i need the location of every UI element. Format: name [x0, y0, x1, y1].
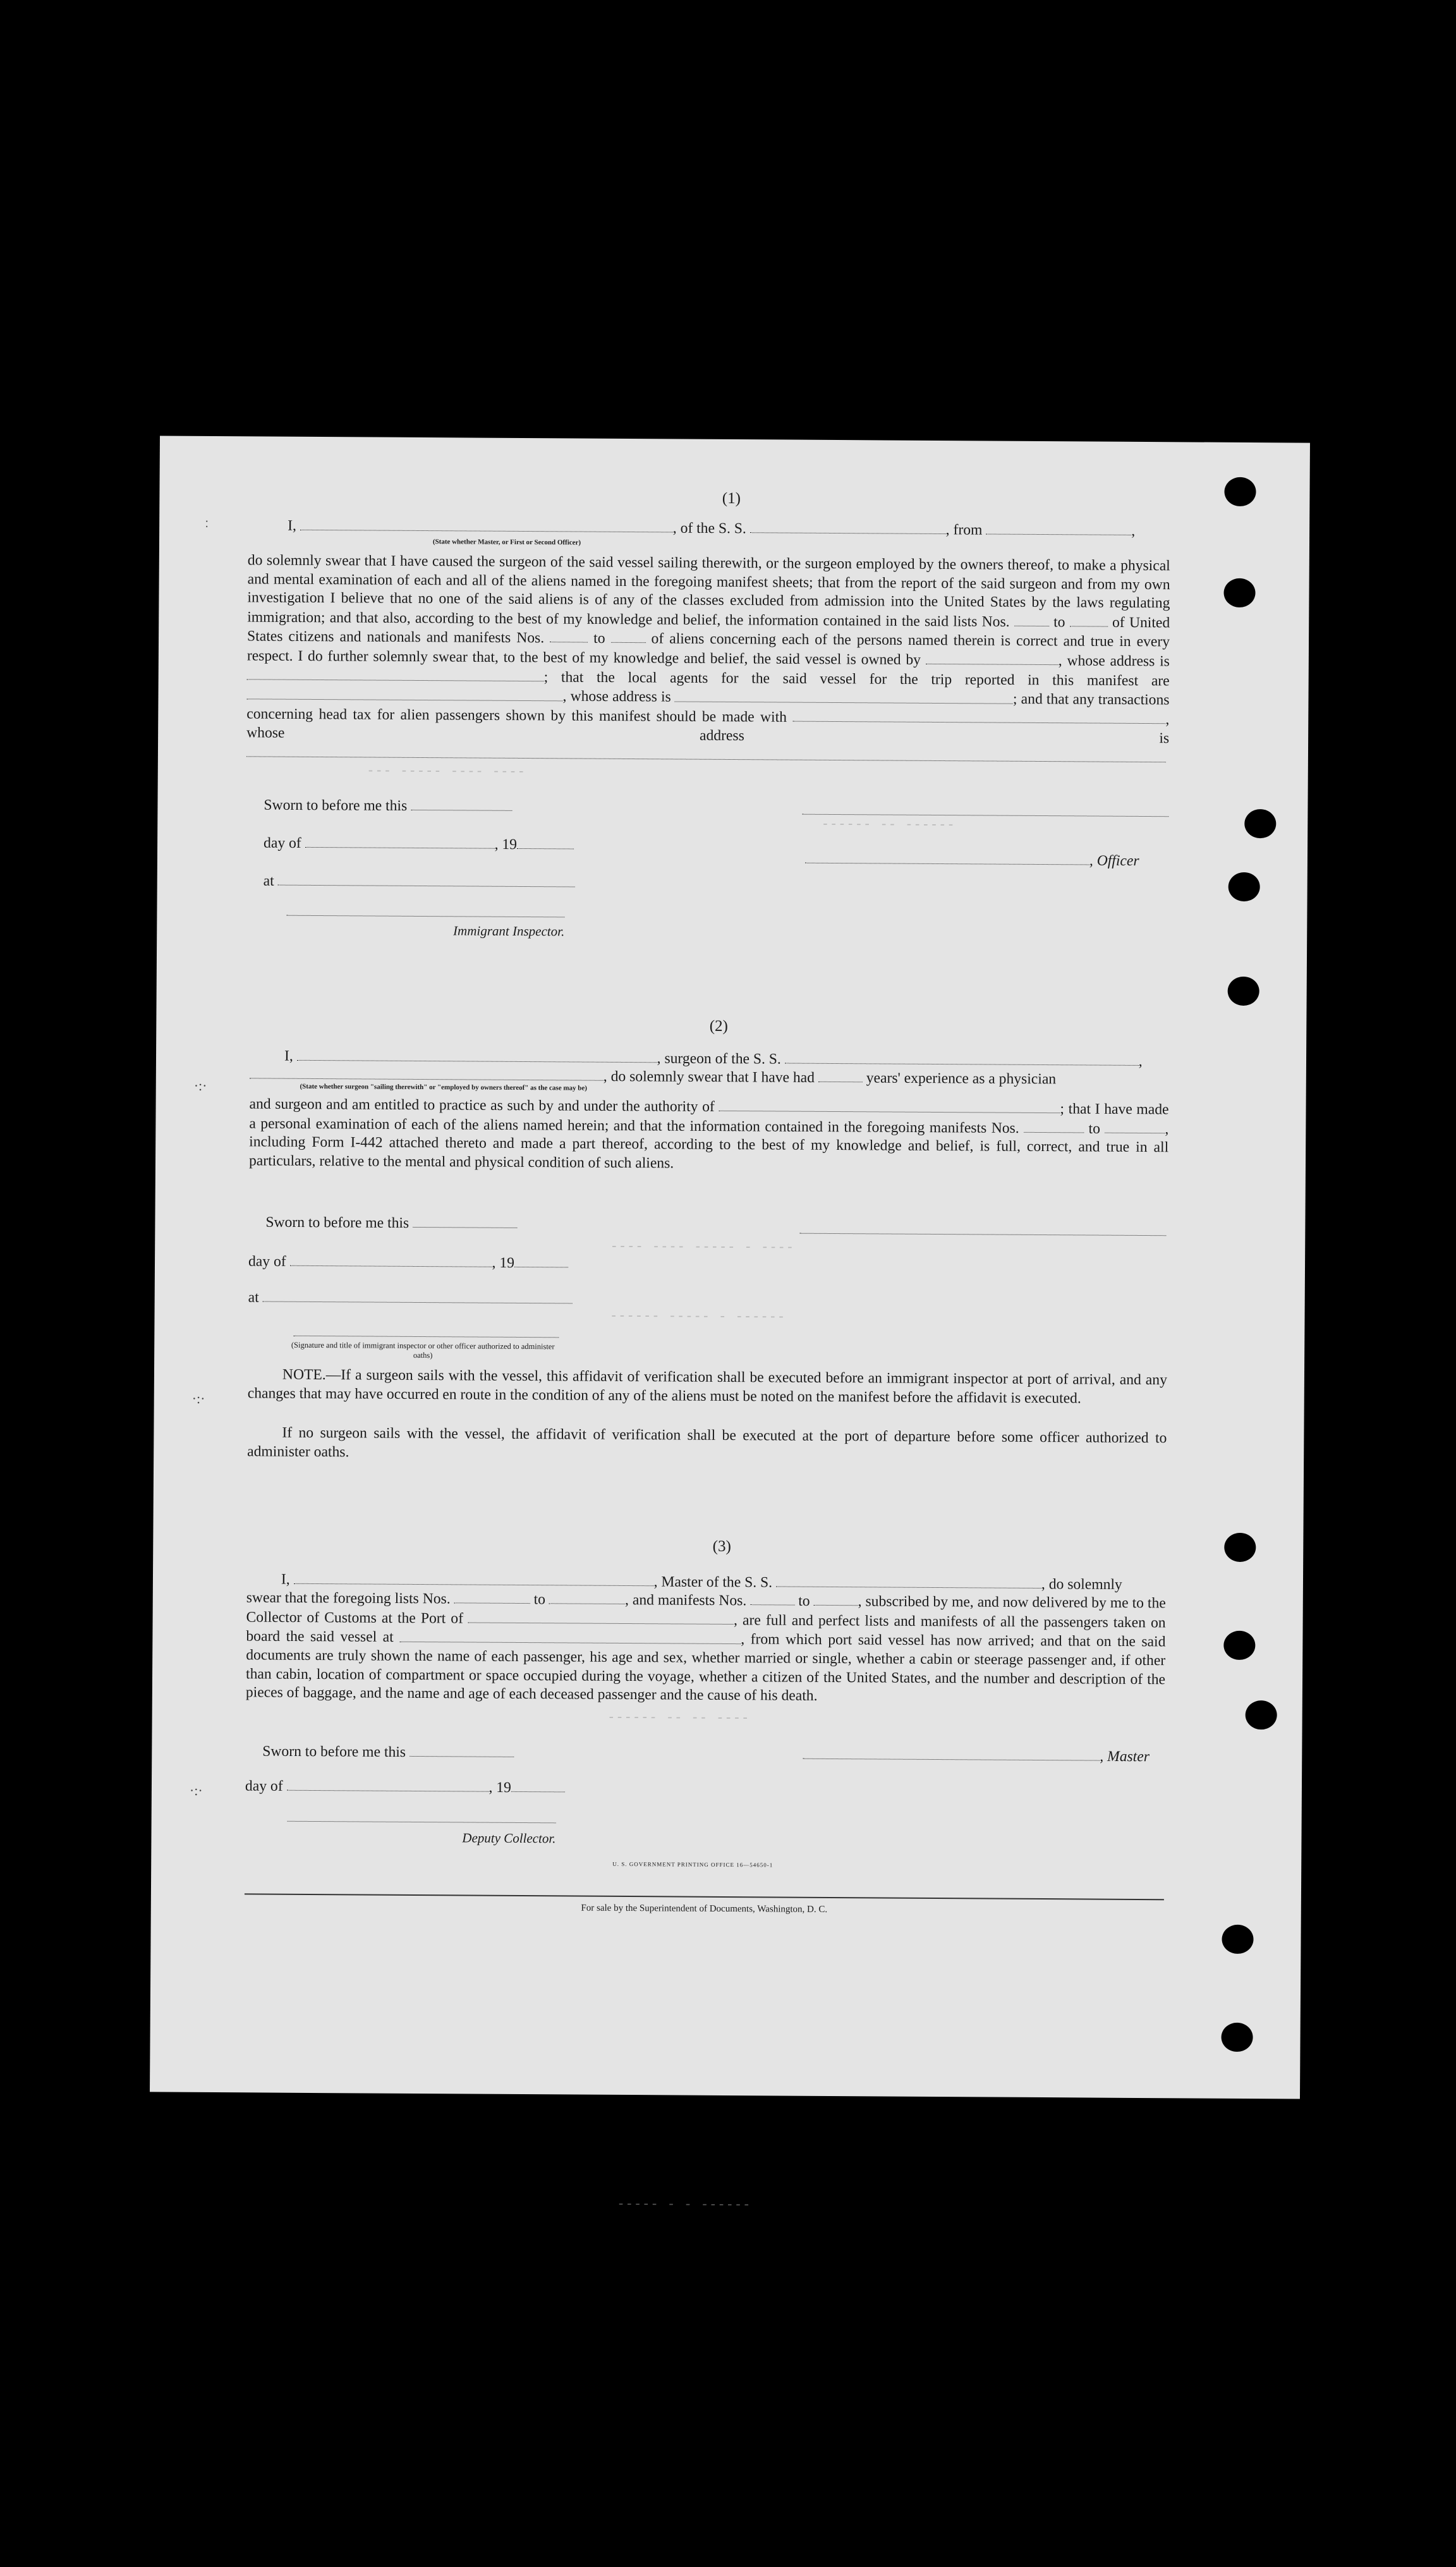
punch-hole: [1228, 872, 1260, 901]
bleed-through-text: ------ ----- - ------: [609, 1307, 786, 1325]
sworn-line: Sworn to before me this: [264, 795, 512, 815]
at-line: at: [248, 1288, 573, 1308]
bleed-through-text: --- ----- ---- ----: [366, 762, 526, 780]
punch-hole: [1224, 1533, 1256, 1562]
note-paragraph: NOTE.—If a surgeon sails with the vessel, this affidavit of verification shall be executed before an immigrant inspector at port of arrival, and any changes that may have occurred en route in the condition of any of the aliens must be noted on the manifest before the affidavit is executed.: [247, 1366, 1168, 1406]
at-line: at: [264, 871, 575, 891]
punch-hole: [1223, 1631, 1255, 1660]
punch-hole: [1246, 1700, 1277, 1729]
footer-text: For sale by the Superintendent of Documents, Washington, D. C.: [581, 1903, 828, 1915]
footer-rule: [245, 1893, 1164, 1900]
day-of-line: day of , 19: [248, 1252, 568, 1272]
day-of-line: day of , 19: [264, 833, 574, 853]
field-hint: (State whether surgeon "sailing therewith" or "employed by owners thereof" as the case may be): [300, 1082, 587, 1092]
manifest-page: [150, 436, 1310, 2213]
punch-hole: [1244, 809, 1276, 838]
margin-mark: ·:·: [189, 1782, 203, 1798]
punch-hole: [1228, 977, 1259, 1006]
day-of-line: day of , 19: [245, 1776, 565, 1796]
margin-mark: ·:·: [193, 1077, 207, 1094]
officer-signature: , Officer: [805, 850, 1172, 870]
inspector-signature-line: [286, 915, 564, 918]
section-number: (2): [709, 1017, 728, 1035]
surgeon-line: I, , surgeon of the S. S. ,: [250, 1046, 1169, 1071]
margin-mark: ː: [205, 514, 209, 530]
section-number: (3): [712, 1537, 731, 1556]
punch-hole: [1222, 1925, 1253, 1954]
master-line: I, , Master of the S. S. , do solemnly: [246, 1570, 1166, 1595]
punch-hole: [1221, 2023, 1253, 2052]
inspector-label: Immigrant Inspector.: [453, 923, 565, 939]
oath-line-master: I, , of the S. S. , from ,: [253, 516, 1169, 541]
inspector-signature-line: [293, 1336, 559, 1338]
section-number: (1): [722, 489, 741, 508]
master-signature: , Master: [803, 1745, 1169, 1766]
punch-hole: [1224, 477, 1256, 506]
bleed-through-text: ----- - - ------: [616, 2195, 751, 2213]
margin-mark: ·:·: [191, 1390, 205, 1406]
bleed-through-text: ---- ---- ----- - ----: [610, 1238, 794, 1255]
surgeon-body: and surgeon and am entitled to practice as such by and under the authority of ; that I have made a personal examination of each of the aliens named herein; and that the information contained in the foregoing manifests Nos. to , including Form I-442 attached thereto and made a part thereof, according to the best of my knowledge and belief, is full, correct, and true in all particulars, relative to the mental and physical condition of such aliens.: [248, 1095, 1169, 1172]
oath-body-1: do solemnly swear that I have caused the surgeon of the said vessel sailing therewith, or the surgeon employed by the owners thereof, to make a physical and mental examination of each and all of the aliens named in the foregoing manifest sheets; that from the report of the said surgeon and from my own investigation I believe that no one of the said aliens is of any of the classes excluded from admission into the United States by the laws regulating immigration; and that also, according to the best of my knowledge and belief, the information contained in the said lists Nos. to of United States citizens and nationals and manifests Nos. to of aliens concerning each of the persons named therein is correct and true in every respect. I do further solemnly swear that, to the best of my knowledge and belief, the said vessel is owned by , whose address is ; that the local agents for the said vessel for the trip reported in this manifest are , whose address is ; and that any transactions concerning head tax for alien passengers shown by this manifest should be made with , whose address is: [246, 551, 1170, 767]
master-body: swear that the foregoing lists Nos. to , and manifests Nos. to , subscribed by me, and now delivered by me to the Collector of Customs at the Port of , are full and perfect lists and manifests of all the passengers taken on board the said vessel at , from which port said vessel has now arrived; and that on the said documents are truly shown the name of each passenger, his age and sex, whether married or single, whether a cabin or steerage passenger and, if other than cabin, location of compartment or space occupied during the voyage, whether a citizen of the United States, and the number and description of the pieces of baggage, and the name and age of each deceased passenger and the cause of his death.: [245, 1589, 1166, 1705]
printing-office-imprint: U. S. GOVERNMENT PRINTING OFFICE 16—54650-1: [612, 1860, 774, 1869]
bleed-through-text: ------ -- -- ----: [607, 1709, 749, 1726]
surgeon-swear-line: , do solemnly swear that I have had years' experience as a physician: [250, 1064, 1169, 1090]
surgeon-signature-line: [799, 1233, 1166, 1236]
bleed-through-text: ------ -- ------: [821, 815, 956, 833]
deputy-collector-label: Deputy Collector.: [462, 1830, 556, 1846]
collector-signature-line: [288, 1821, 556, 1824]
field-hint: (State whether Master, or First or Second Officer): [432, 538, 581, 547]
sworn-line: Sworn to before me this: [265, 1213, 517, 1233]
punch-hole: [1223, 578, 1255, 607]
note-paragraph-2: If no surgeon sails with the vessel, the affidavit of verification shall be executed at the port of departure before some officer authorized to administer oaths.: [247, 1424, 1167, 1460]
sworn-line: Sworn to before me this: [262, 1741, 514, 1762]
signature-hint: (Signature and title of immigrant inspector or other officer authorized to administer oaths): [291, 1340, 555, 1360]
